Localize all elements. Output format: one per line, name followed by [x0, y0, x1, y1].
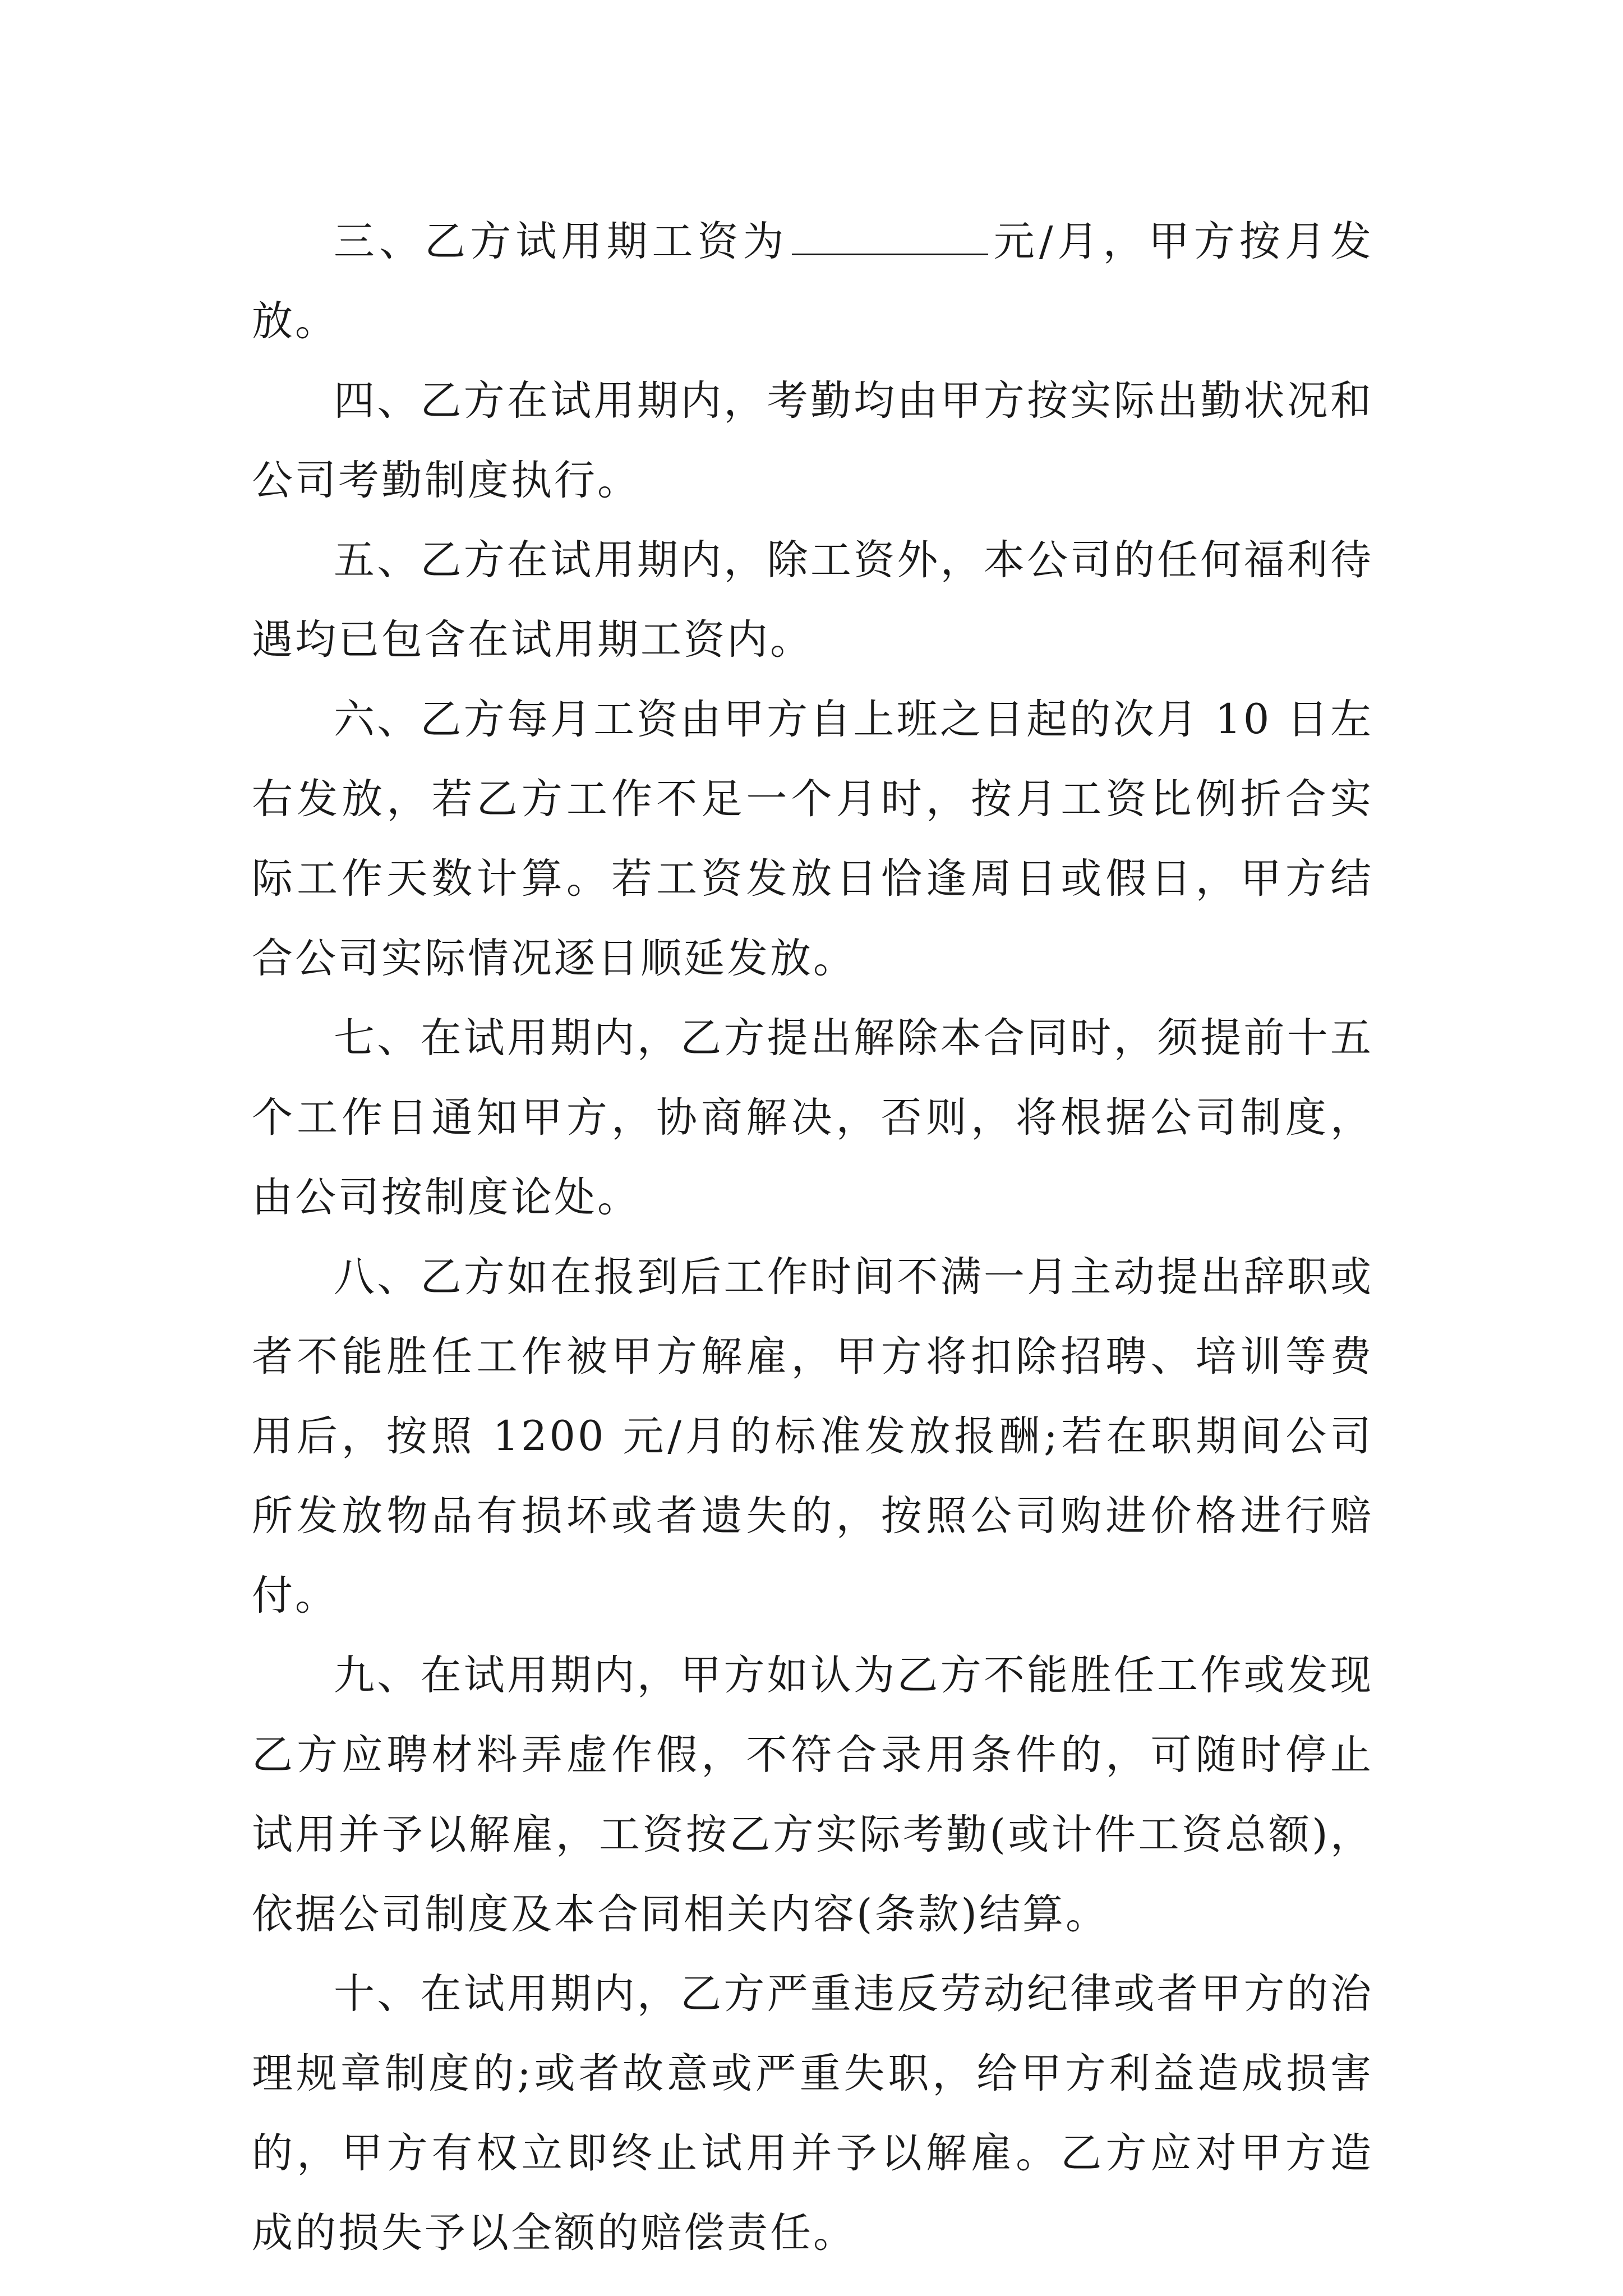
clause-8: 八、乙方如在报到后工作时间不满一月主动提出辞职或者不能胜任工作被甲方解雇，甲方将扣除招聘、培训等费用后，按照 1200 元/月的标准发放报酬;若在职期间公司所发放物品有损坏或者遗失的，按照公司购进价格进行赔付。	[252, 1253, 1373, 1619]
clause-4: 四、乙方在试用期内，考勤均由甲方按实际出勤状况和公司考勤制度执行。	[252, 377, 1373, 504]
clause-3	[252, 202, 1373, 361]
clause-3-text-before: 三、乙方试用期工资为	[334, 218, 789, 265]
clause-3-text-after: 元/月，甲方按月发放。	[252, 218, 1373, 345]
clause-9: 九、在试用期内，甲方如认为乙方不能胜任工作或发现乙方应聘材料弄虚作假，不符合录用条件的，可随时停止试用并予以解雇，工资按乙方实际考勤(或计件工资总额)，依据公司制度及本合同相关内容(条款)结算。	[252, 1651, 1373, 1938]
contract-body	[252, 202, 1373, 2273]
clause-6: 六、乙方每月工资由甲方自上班之日起的次月 10 日左右发放，若乙方工作不足一个月时，按月工资比例折合实际工作天数计算。若工资发放日恰逢周日或假日，甲方结合公司实际情况逐日顺延发放。	[252, 696, 1373, 982]
salary-blank-line	[792, 215, 988, 255]
clause-7: 七、在试用期内，乙方提出解除本合同时，须提前十五个工作日通知甲方，协商解决，否则，将根据公司制度，由公司按制度论处。	[252, 1014, 1373, 1221]
clause-5: 五、乙方在试用期内，除工资外，本公司的任何福利待遇均已包含在试用期工资内。	[252, 536, 1373, 664]
clause-10: 十、在试用期内，乙方严重违反劳动纪律或者甲方的治理规章制度的;或者故意或严重失职，给甲方利益造成损害的，甲方有权立即终止试用并予以解雇。乙方应对甲方造成的损失予以全额的赔偿责任。	[252, 1970, 1373, 2257]
